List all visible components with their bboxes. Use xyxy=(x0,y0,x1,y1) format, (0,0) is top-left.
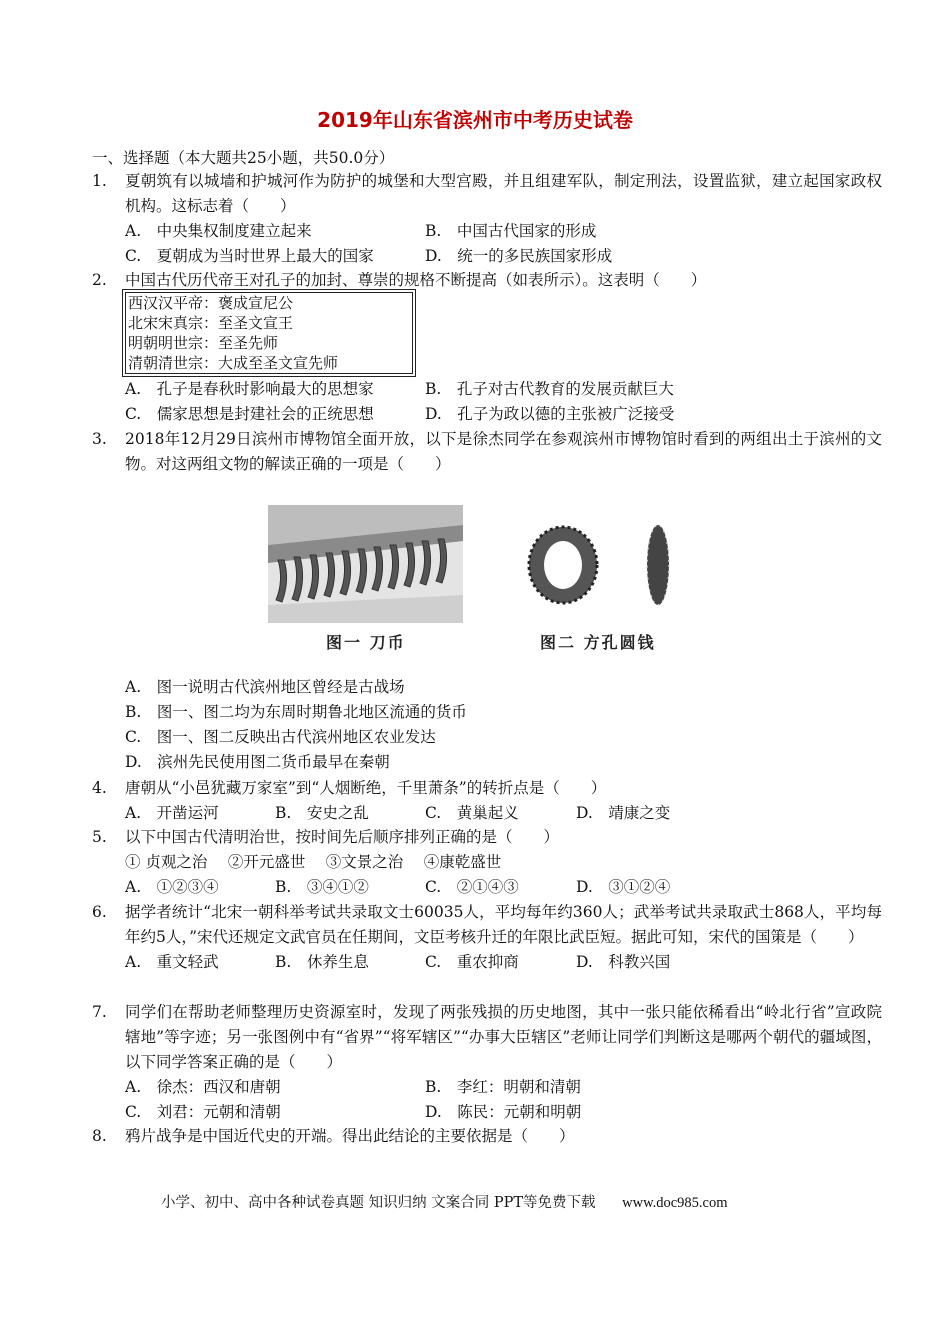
section-heading: 一、选择题（本大题共25小题，共50.0分） xyxy=(92,149,395,167)
question-4 xyxy=(92,776,882,826)
option-c[interactable]: C. 图一、图二反映出古代滨州地区农业发达 xyxy=(125,728,436,746)
footer-text: 小学、初中、高中各种试卷真题 知识归纳 文案合同 PPT等免费下载 xyxy=(161,1195,596,1211)
question-stem: 以下中国古代清明治世，按时间先后顺序排列正确的是（ ） xyxy=(125,828,560,846)
question-number: 6. xyxy=(92,903,107,921)
question-3-options xyxy=(92,675,882,775)
option-a[interactable]: A. 孔子是春秋时影响最大的思想家 xyxy=(125,380,374,398)
question-3 xyxy=(92,427,882,477)
option-d[interactable]: D. ③①②④ xyxy=(576,878,671,896)
question-stem: 2018年12月29日滨州市博物馆全面开放，以下是徐杰同学在参观滨州市博物馆时看到的两组出土于滨州的文物。对这两组文物的解读正确的一项是（ ） xyxy=(125,430,882,473)
options-row xyxy=(125,801,882,826)
option-b[interactable]: B. 李红：明朝和清朝 xyxy=(425,1078,581,1096)
footer-link[interactable]: www.doc985.com xyxy=(622,1195,728,1211)
question-number: 2. xyxy=(92,271,107,289)
table-row: 明朝明世宗：至圣先师 xyxy=(128,334,279,352)
option-a[interactable]: A. 开凿运河 xyxy=(125,804,219,822)
question-8 xyxy=(92,1124,882,1149)
knife-coin-image xyxy=(268,505,463,623)
option-a[interactable]: A. ①②③④ xyxy=(125,878,219,896)
option-d[interactable]: D. 靖康之变 xyxy=(576,804,671,822)
option-b[interactable]: B. ③④①② xyxy=(275,878,369,896)
figure-2-caption: 图二 方孔圆钱 xyxy=(540,633,656,652)
question-6 xyxy=(92,900,882,975)
question-stem: 据学者统计“北宋一朝科举考试共录取文士60035人，平均每年约360人；武举考试共录取武士868人，平均每年约5人，”宋代还规定文武官员在任期间，文臣考核升迁的年限比武臣短。据此可知，宋代的国策是（ ） xyxy=(125,903,882,946)
option-c[interactable]: C. ②①④③ xyxy=(425,878,519,896)
question-sub-items: ① 贞观之治 ②开元盛世 ③文景之治 ④康乾盛世 xyxy=(125,853,502,871)
question-number: 8. xyxy=(92,1127,107,1145)
option-d[interactable]: D. 孔子为政以德的主张被广泛接受 xyxy=(425,405,675,423)
option-d[interactable]: D. 统一的多民族国家形成 xyxy=(425,247,613,265)
options-row xyxy=(125,377,882,402)
option-a[interactable]: A. 重文轻武 xyxy=(125,953,219,971)
options-row xyxy=(125,219,882,244)
question-number: 7. xyxy=(92,1003,107,1021)
option-b[interactable]: B. 安史之乱 xyxy=(275,804,369,822)
question-number: 1. xyxy=(92,172,107,190)
round-coin-image xyxy=(523,515,673,615)
options-row xyxy=(125,244,882,269)
question-7 xyxy=(92,1000,882,1125)
options-row xyxy=(125,1075,882,1100)
artifact-figure xyxy=(268,500,680,660)
question-stem: 唐朝从“小邑犹藏万家室”到“人烟断绝，千里萧条”的转折点是（ ） xyxy=(125,779,607,797)
option-a[interactable]: A. 中央集权制度建立起来 xyxy=(125,222,312,240)
option-c[interactable]: C. 儒家思想是封建社会的正统思想 xyxy=(125,405,374,423)
honors-table xyxy=(125,292,413,374)
exam-title: 2019年山东省滨州市中考历史试卷 xyxy=(317,108,633,132)
options-row xyxy=(125,875,882,900)
question-2-options xyxy=(92,377,882,427)
option-c[interactable]: C. 重农抑商 xyxy=(425,953,519,971)
question-5 xyxy=(92,825,882,900)
table-row: 清朝清世宗：大成至圣文宣先师 xyxy=(128,354,339,372)
options-row xyxy=(125,950,882,975)
option-c[interactable]: C. 刘君：元朝和清朝 xyxy=(125,1103,281,1121)
table-row: 北宋宋真宗：至圣文宣王 xyxy=(128,314,294,332)
option-b[interactable]: B. 中国古代国家的形成 xyxy=(425,222,597,240)
option-c[interactable]: C. 夏朝成为当时世界上最大的国家 xyxy=(125,247,374,265)
option-a[interactable]: A. 图一说明古代滨州地区曾经是古战场 xyxy=(125,678,405,696)
option-b[interactable]: B. 休养生息 xyxy=(275,953,369,971)
option-d[interactable]: D. 陈民：元朝和明朝 xyxy=(425,1103,582,1121)
question-stem: 同学们在帮助老师整理历史资源室时，发现了两张残损的历史地图，其中一张只能依稀看出“岭北行省”宣政院辖地”等字迹；另一张图例中有“省界”“将军辖区”“办事大臣辖区”老师让同学们判断这是哪两个朝代的疆域图，以下同学答案正确的是（ ） xyxy=(125,1003,882,1071)
question-1 xyxy=(92,169,882,269)
question-stem: 夏朝筑有以城墙和护城河作为防护的城堡和大型宫殿，并且组建军队，制定刑法，设置监狱，建立起国家政权机构。这标志着（ ） xyxy=(125,172,882,215)
question-number: 4. xyxy=(92,779,107,797)
option-a[interactable]: A. 徐杰：西汉和唐朝 xyxy=(125,1078,281,1096)
question-stem: 中国古代历代帝王对孔子的加封、尊崇的规格不断提高（如表所示）。这表明（ ） xyxy=(125,271,707,289)
option-d[interactable]: D. 滨州先民使用图二货币最早在秦朝 xyxy=(125,753,390,771)
option-d[interactable]: D. 科教兴国 xyxy=(576,953,671,971)
option-c[interactable]: C. 黄巢起义 xyxy=(425,804,519,822)
option-b[interactable]: B. 孔子对古代教育的发展贡献巨大 xyxy=(425,380,674,398)
question-number: 3. xyxy=(92,430,107,448)
figure-1-caption: 图一 刀币 xyxy=(326,633,406,652)
question-stem: 鸦片战争是中国近代史的开端。得出此结论的主要依据是（ ） xyxy=(125,1127,575,1145)
page-footer xyxy=(161,1191,728,1212)
option-b[interactable]: B. 图一、图二均为东周时期鲁北地区流通的货币 xyxy=(125,703,467,721)
options-row xyxy=(125,402,882,427)
table-row: 西汉汉平帝：褒成宣尼公 xyxy=(128,294,294,312)
question-number: 5. xyxy=(92,828,107,846)
options-row xyxy=(125,1100,882,1125)
question-2 xyxy=(92,268,882,293)
